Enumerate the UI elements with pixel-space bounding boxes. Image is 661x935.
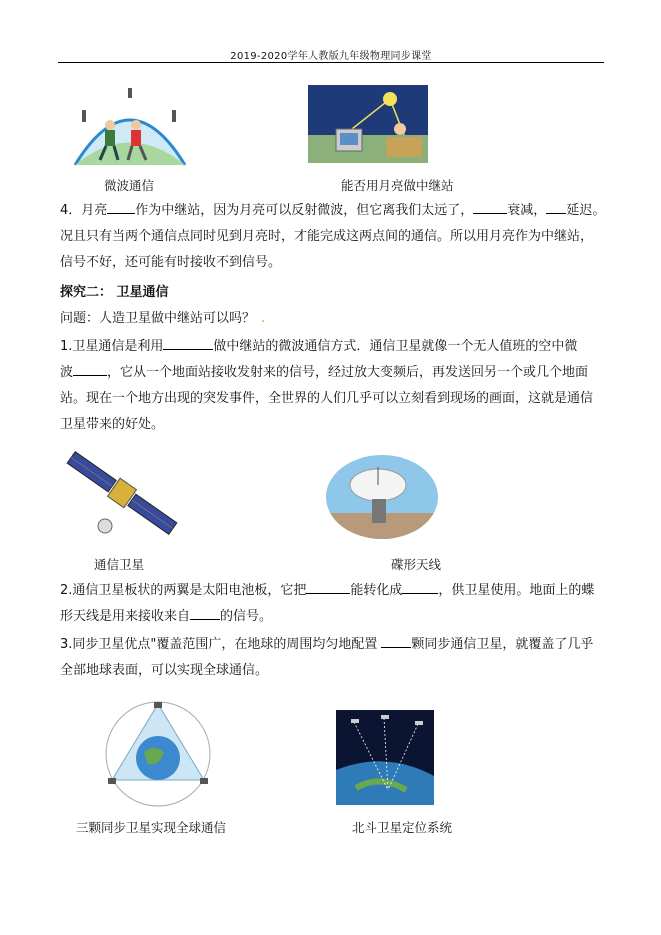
item1-line-4: 卫星带来的好处。 [60, 417, 165, 432]
item-1 [60, 334, 616, 438]
item-2 [60, 578, 616, 630]
paragraph-4 [60, 198, 616, 276]
dish-antenna-illustration [326, 455, 438, 540]
item2-part-b: 能转化成 [350, 583, 403, 598]
item1-part-c: 波 [60, 365, 74, 380]
para4-part-d: 延迟。 [566, 203, 606, 218]
blank-satellite[interactable] [163, 335, 213, 350]
blank-delay[interactable] [546, 199, 566, 214]
item1-part-d: ，它从一个地面站接收发射来的信号，经过放大变频后，再发送回另一个或几个地面 [107, 365, 589, 380]
item3-line-2: 全部地球表面，可以实现全球通信。 [60, 663, 269, 678]
item-3 [60, 632, 616, 684]
item2-part-a: 2.通信卫星板状的两翼是太阳电池板，它把 [60, 583, 307, 598]
blank-moon[interactable] [107, 199, 135, 214]
header-rule [58, 62, 604, 63]
page-header: 2019-2020学年人教版九年级物理同步课堂 [230, 51, 432, 62]
section-2-heading: 探究二： 卫星通信 [60, 285, 169, 300]
para4-line-3: 信号不好，还可能有时接收不到信号。 [60, 255, 282, 270]
moon-relay-illustration [308, 85, 428, 163]
item1-part-b: 做中继站的微波通信方式．通信卫星就像一个无人值班的空中微 [213, 339, 578, 354]
blank-energy-source[interactable] [306, 579, 350, 594]
question-line [60, 306, 616, 332]
item2-part-d: 形天线是用来接收来自 [60, 609, 191, 624]
caption-moon: 能否用月亮做中继站 [341, 178, 454, 193]
caption-microwave: 微波通信 [104, 178, 155, 193]
blank-attenuation[interactable] [473, 199, 507, 214]
caption-three-satellites: 三颗同步卫星实现全球通信 [76, 820, 227, 835]
item2-part-e: 的信号。 [220, 609, 273, 624]
para4-line-2: 况且只有当两个通信点同时见到月亮时，才能完成这两点间的通信。所以用月亮作为中继站， [60, 229, 594, 244]
blank-energy-target[interactable] [402, 579, 438, 594]
item2-part-c: ，供卫星使用。地面上的蝶 [438, 583, 595, 598]
satellite-illustration [60, 448, 185, 538]
item1-line-3: 站。现在一个地方出现的突发事件，全世界的人们几乎可以立刻看到现场的画面，这就是通信 [60, 391, 594, 406]
question-text: 问题：人造卫星做中继站可以吗？ [60, 311, 256, 326]
caption-beidou: 北斗卫星定位系统 [352, 820, 453, 835]
beidou-illustration [336, 710, 434, 805]
caption-dish: 碟形天线 [391, 557, 442, 572]
item3-part-a: 3.同步卫星优点"覆盖范围广，在地球的周围均匀地配置 [60, 637, 378, 652]
three-satellites-illustration [104, 700, 212, 808]
section-2-title [60, 280, 616, 306]
para4-part-b: 作为中继站，因为月亮可以反射微波，但它离我们太远了， [135, 203, 474, 218]
item3-part-b: 颗同步通信卫星，就覆盖了几乎 [411, 637, 594, 652]
para4-part-a: 4．月亮 [60, 203, 108, 218]
blank-signal-source[interactable] [190, 605, 220, 620]
para4-part-c: 衰减， [507, 203, 547, 218]
caption-satellite: 通信卫星 [94, 557, 145, 572]
blank-satellite-count[interactable] [381, 633, 411, 648]
item1-part-a: 1.卫星通信是利用 [60, 339, 164, 354]
blank-relay[interactable] [73, 361, 107, 376]
microwave-illustration [70, 80, 190, 170]
question-mark-dot: . [261, 311, 266, 326]
